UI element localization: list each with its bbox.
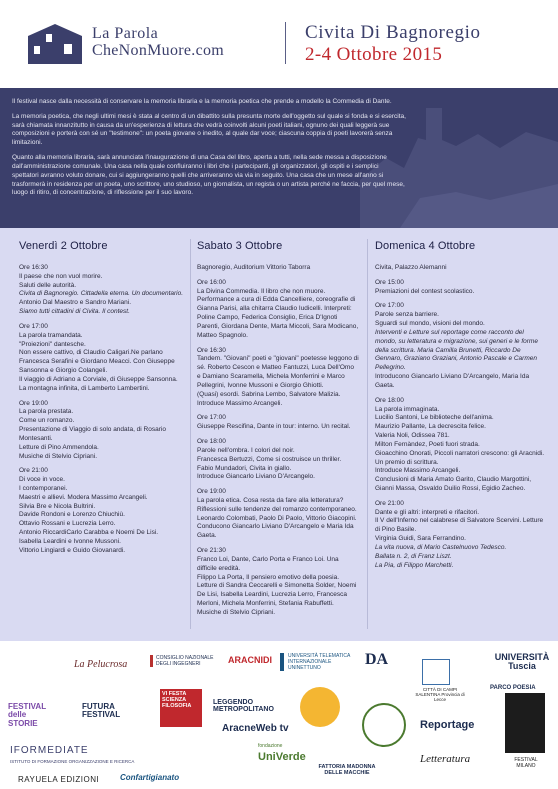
event-text: Conclusioni di Maria Amato Garito, Claudio Margottini, Gianni Massa, Osvaldo Duilio Rossi, Egidio Zacheo. xyxy=(375,476,532,492)
event-text: "Proiezioni" dantesche. xyxy=(19,340,86,348)
logo-parco-poesia: PARCO POESIA xyxy=(490,685,536,691)
event-block xyxy=(19,264,185,317)
event-text: Introduce Massimo Arcangeli. xyxy=(375,467,461,475)
event-text: La montagna infinita, di Lamberto Lambertini. xyxy=(19,384,150,392)
logo-line-2: CheNonMuore.com xyxy=(92,41,225,59)
event-text: Isabella Leardini e Ivonne Mussoni. xyxy=(19,537,121,545)
page-header xyxy=(0,0,558,88)
logo-la-pelucrosa: La Pelucrosa xyxy=(74,659,128,670)
event-text: I contemporanei. xyxy=(19,485,68,492)
event-text: Parole nell'ombra. I colori del noir. xyxy=(197,446,295,454)
logo-aracneweb-tv: AracneWeb tv xyxy=(222,723,289,734)
event-text: Interventi e Letture sul reportage come racconto del mondo, su letteratura e migrazione, sui generi e le forme della scrittura. Maria Camilla Brunetti, Riccardo De Gennaro, Graziano Graziani, Antonio Pascale e Carmen Pellegrino. xyxy=(375,328,538,372)
logo-tuscia: UNIVERSITÀ Tuscia xyxy=(494,652,550,671)
event-text: Virginia Guidi, Sara Ferrandino. xyxy=(375,535,466,543)
event-time: Ore 21:00 xyxy=(19,467,48,475)
program-day-friday xyxy=(19,239,185,562)
event-block xyxy=(375,302,545,390)
event-block xyxy=(19,400,185,462)
event-block xyxy=(197,347,359,409)
intro-paragraph: Il festival nasce dalla necessità di conservare la memoria libraria e la memoria poetica che prende a modello la Commedia di Dante. xyxy=(12,98,392,105)
event-time: Ore 17:00 xyxy=(19,322,48,330)
event-time: Ore 16:30 xyxy=(197,346,226,354)
event-text: Gioacchino Onorati, Piccoli narratori crescono: gli Aracnidi. Un premio di scrittura. xyxy=(375,449,545,466)
header-divider xyxy=(285,22,286,64)
intro-paragraph: Quanto alla memoria libraria, sarà annunciata l'inaugurazione di una Casa del libro, aperta a tutti, nella sede messa a disposizione dall'amministrazione comunale. Una casa nella quale confluiranno i libri che i partecipanti, gli organizzatori, gli ospiti e i semplici spettatori avranno voluto donare, cui si aggiungeranno quelli che arriveranno via via in seguito. Una casa che un mese all'anno si trasformerà in residenza per un poeta, uno scrittore, uno studioso, un giornalista, un regista o un artista perché ne faccia, per quel mese, luogo di ritiro, di concentrazione, di riflessione per il suo lavoro. xyxy=(12,154,405,197)
event-time: Ore 17:00 xyxy=(375,302,404,310)
event-time: Ore 21:30 xyxy=(197,547,226,555)
event-block xyxy=(375,279,545,297)
site-logo-text xyxy=(92,26,224,60)
tree-logo-icon xyxy=(505,693,545,753)
event-text: Maestri e allievi. Modera Massimo Arcangeli. xyxy=(19,493,148,501)
intro-paragraph: La memoria poetica, che negli ultimi mesi è stata al centro di un dibattito sulla presunta morte dell'oggetto sul quale si fonda e si esercita, sarà chiamata innanzitutto in causa da un'esperienza di lettura che vedrà coinvolti alcuni poeti italiani, ognuno dei quali leggerà sue composizioni e porterà con sé un "testimone": un poeta giovane o inedito, al quale dar voce; ciascuna coppia di poeti lavorerà senza limitazioni. xyxy=(12,112,406,147)
event-text: Giuseppe Rescifina, Dante in tour: interno. Un recital. xyxy=(197,423,351,431)
logo-aracnidi: ARACNIDI xyxy=(228,655,272,665)
event-time: Ore 18:00 xyxy=(197,438,226,446)
logo-confartigianato: Confartigianato xyxy=(120,773,180,782)
event-text: La Pia, di Filippo Marchetti. xyxy=(375,561,454,569)
event-text: Sguardi sul mondo, visioni del mondo. xyxy=(375,320,485,328)
event-text: Vittorio Lingiardi e Guido Giovanardi. xyxy=(19,546,126,554)
event-text: Musiche di Stelvio Cipriani. xyxy=(19,452,98,460)
event-text: Il paese che non vuol morire. xyxy=(19,272,103,280)
event-time: Ore 18:00 xyxy=(375,396,404,404)
logo-festival-storie: FESTIVAL delle STORIE xyxy=(8,702,46,728)
event-text: Ballata n. 2, di Franz Liszt. xyxy=(375,552,452,560)
logo-line-1: La Parola xyxy=(92,25,159,42)
event-time: Ore 19:00 xyxy=(19,399,48,407)
event-text: La parola prestata. xyxy=(19,408,74,416)
day-title: Domenica 4 Ottobre xyxy=(375,240,476,252)
event-time: Ore 16:30 xyxy=(19,263,48,271)
event-text: Lucilio Santoni, Le biblioteche dell'anima. xyxy=(375,414,494,422)
logo-univerde-sub: fondazione xyxy=(258,743,283,749)
event-text: Premiazioni del contest scolastico. xyxy=(375,287,475,295)
column-divider xyxy=(190,239,191,629)
tower-logo-icon xyxy=(28,24,82,64)
day-title: Venerdì 2 Ottobre xyxy=(19,240,108,252)
event-text: Tandem. "Giovani" poeti e "giovani" poetesse leggono di sé. Roberto Cescon e Matteo Fantuzzi, Luca Dell'Omo e Damiano Scaramella, Michela Monferrini e Marco Pellegrini, Ivonne Mussoni e Giorgio Ghiotti. xyxy=(197,355,359,389)
coat-of-arms-icon xyxy=(422,659,450,685)
program-day-sunday xyxy=(375,239,545,576)
event-text: Franco Loi, Dante, Carlo Porta e Franco Loi. Una difficile eredità. xyxy=(197,555,339,572)
event-block xyxy=(375,264,545,273)
logo-iformediate-sub: ISTITUTO DI FORMAZIONE ORGANIZZAZIONE E RICERCA xyxy=(10,759,135,764)
logo-uninettuno: UNIVERSITÀ TELEMATICA INTERNAZIONALE UNINETTUNO xyxy=(280,653,362,671)
sponsor-logos xyxy=(0,641,558,789)
event-text: Introducono Giancarlo Liviano D'Arcangelo, Maria Ida Gaeta. xyxy=(375,373,530,389)
event-block xyxy=(19,323,185,394)
event-text: Introduce Giancarlo Liviano D'Arcangelo. xyxy=(197,473,315,481)
event-block xyxy=(375,500,545,571)
event-time: Ore 16:00 xyxy=(197,278,226,286)
intro-text xyxy=(12,98,407,204)
logo-da: DA xyxy=(365,651,389,668)
event-text: La vita nuova, di Mario Castelnuovo Tedesco. xyxy=(375,543,507,551)
event-text: Milton Fernàndez, Poeti fuori strada. xyxy=(375,440,480,448)
event-text: Fabio Mundadori, Civita in giallo. xyxy=(197,464,292,472)
event-time: Ore 15:00 xyxy=(375,278,404,286)
event-block xyxy=(197,488,359,541)
event-time: Ore 19:00 xyxy=(197,488,226,496)
event-text: Non essere cattivo, di Claudio Caligari.Ne parlano Francesca Serafini e Giordano Meacci. Con Giuseppe Sansonna e Giorgio Colangeli. xyxy=(19,349,175,375)
event-location: Civita, Palazzo Alemanni xyxy=(375,263,447,271)
event-block xyxy=(19,467,185,555)
logo-fattoria-madonna: FATTORIA MADONNA DELLE MACCHIE xyxy=(318,764,376,776)
event-dates: 2-4 Ottobre 2015 xyxy=(305,43,443,65)
event-text: Silvia Bre e Nicola Bultrini. xyxy=(19,502,96,510)
event-text: Francesca Bertuzzi, Come si costruisce un thriller. xyxy=(197,455,342,463)
event-text: Valeria Noli, Odissea 781. xyxy=(375,432,450,440)
logo-futura-festival: FUTURA FESTIVAL xyxy=(82,702,121,720)
event-text: Civita di Bagnoregio. Cittadella eterna. Un documentario. xyxy=(19,290,184,298)
logo-univerde: UniVerde xyxy=(258,751,306,763)
event-text: La Divina Commedia. Il libro che non muore. xyxy=(197,287,326,295)
logo-festa-scienza-filosofia: VI FESTA SCIENZA FILOSOFIA xyxy=(160,689,202,727)
event-text: (Quasi) esordi. Sabrina Lembo, Salvatore Malizia. Introduce Massimo Arcangeli. xyxy=(197,390,341,407)
event-text: Come un romanzo. xyxy=(19,417,75,425)
event-text: Letture di Sandra Ceccarelli e Simonetta Solder, Noemi De Lisi, Isabella Leardini, Lucrezia Lerro, Francesca Merloni, Michela Monferrini, Stefania Rabuffetti. Musiche di Stelvio Cipriani. xyxy=(197,582,357,616)
event-text: La parola immaginata. xyxy=(375,405,440,413)
event-text: Letture di Pino Ammendola. xyxy=(19,443,99,451)
event-text: Filippo La Porta, Il pensiero emotivo della poesia. xyxy=(197,573,339,581)
event-text: Parole senza barriere. xyxy=(375,311,439,319)
event-block xyxy=(197,438,359,482)
event-text: Davide Rondoni e Lorenzo Chiuchiù. xyxy=(19,511,125,519)
event-block xyxy=(197,264,359,273)
event-text: Il V dell'Inferno nel calabrese di Salvatore Scervini. Letture di Pino Basile. xyxy=(375,517,544,534)
sunflower-logo-icon xyxy=(300,687,340,727)
event-block xyxy=(197,279,359,341)
logo-reportage: Reportage xyxy=(420,719,475,731)
event-text: Antonio RiccardiCarlo Carabba e Noemi De Lisi. xyxy=(19,529,159,537)
event-text: Saluti delle autorità. xyxy=(19,281,77,289)
event-text: Presentazione di Viaggio di solo andata, di Rosario Montesanti. xyxy=(19,426,166,442)
event-text: Il viaggio di Adriano a Corviale, di Giuseppe Sansonna. xyxy=(19,375,178,383)
logo-iformediate: IFORMEDIATE xyxy=(10,745,89,756)
logo-consiglio-ingegneri: CONSIGLIO NAZIONALE DEGLI INGEGNERI xyxy=(150,655,226,667)
intro-band xyxy=(0,88,558,228)
event-town: Civita Di Bagnoregio xyxy=(305,22,481,43)
event-text: Ottavio Rossani e Lucrezia Lerro. xyxy=(19,520,116,528)
logo-festival-milano: FESTIVAL MILANO xyxy=(514,757,538,769)
event-text: Performance a cura di Edda Cancelliere, coreografie di Gianna Parisi, alla chitarra Claudio Iudicelli. Interpreti: Poline Campo, Federica Consiglio, Erica D'Ignoti Parenti, Giordana Dente, Marta Miccoli, Sara Modicano, Matteo Spagnolo. xyxy=(197,296,359,339)
logo-leggendo-metropolitano: LEGGENDO METROPOLITANO xyxy=(213,699,274,714)
event-text: Di voce in voce. xyxy=(19,476,65,484)
event-block xyxy=(197,547,359,618)
logo-letteratura: Letteratura xyxy=(420,753,471,765)
event-text: Siamo tutti cittadini di Civita. Il contest. xyxy=(19,308,130,316)
column-divider xyxy=(367,239,368,629)
logo-campi-salentina: CITTÀ DI CAMPI SALENTINA Provincia di Lecce xyxy=(415,687,465,702)
event-location: Bagnoregio, Auditorium Vittorio Taborra xyxy=(197,263,311,271)
event-text: Dante e gli altri: interpreti e rifacitori. xyxy=(375,508,480,516)
event-block xyxy=(197,414,359,432)
round-emblem-icon xyxy=(362,703,406,747)
logo-rayuela: RAYUELA EDIZIONI xyxy=(18,775,100,784)
program-section xyxy=(0,228,558,641)
event-text: La parola etica. Cosa resta da fare alla letteratura? Riflessioni sulle tendenze del romanzo contemporaneo. Leonardo Colombati, Paolo Di Paolo, Vittorio Giacopini. Conducono Giancarlo Liviano D'Arcangelo e Maria Ida Gaeta. xyxy=(197,497,357,540)
event-time: Ore 17:00 xyxy=(197,414,226,422)
event-text: Maurizio Pallante, La decrescita felice. xyxy=(375,423,486,431)
event-text: La parola tramandata. xyxy=(19,331,83,339)
event-time: Ore 21:00 xyxy=(375,499,404,507)
event-text: Antonio Dal Maestro e Sandro Mariani. xyxy=(19,299,132,307)
event-block xyxy=(375,397,545,494)
event-title-block xyxy=(305,22,481,66)
day-title: Sabato 3 Ottobre xyxy=(197,240,283,252)
program-day-saturday xyxy=(197,239,359,624)
